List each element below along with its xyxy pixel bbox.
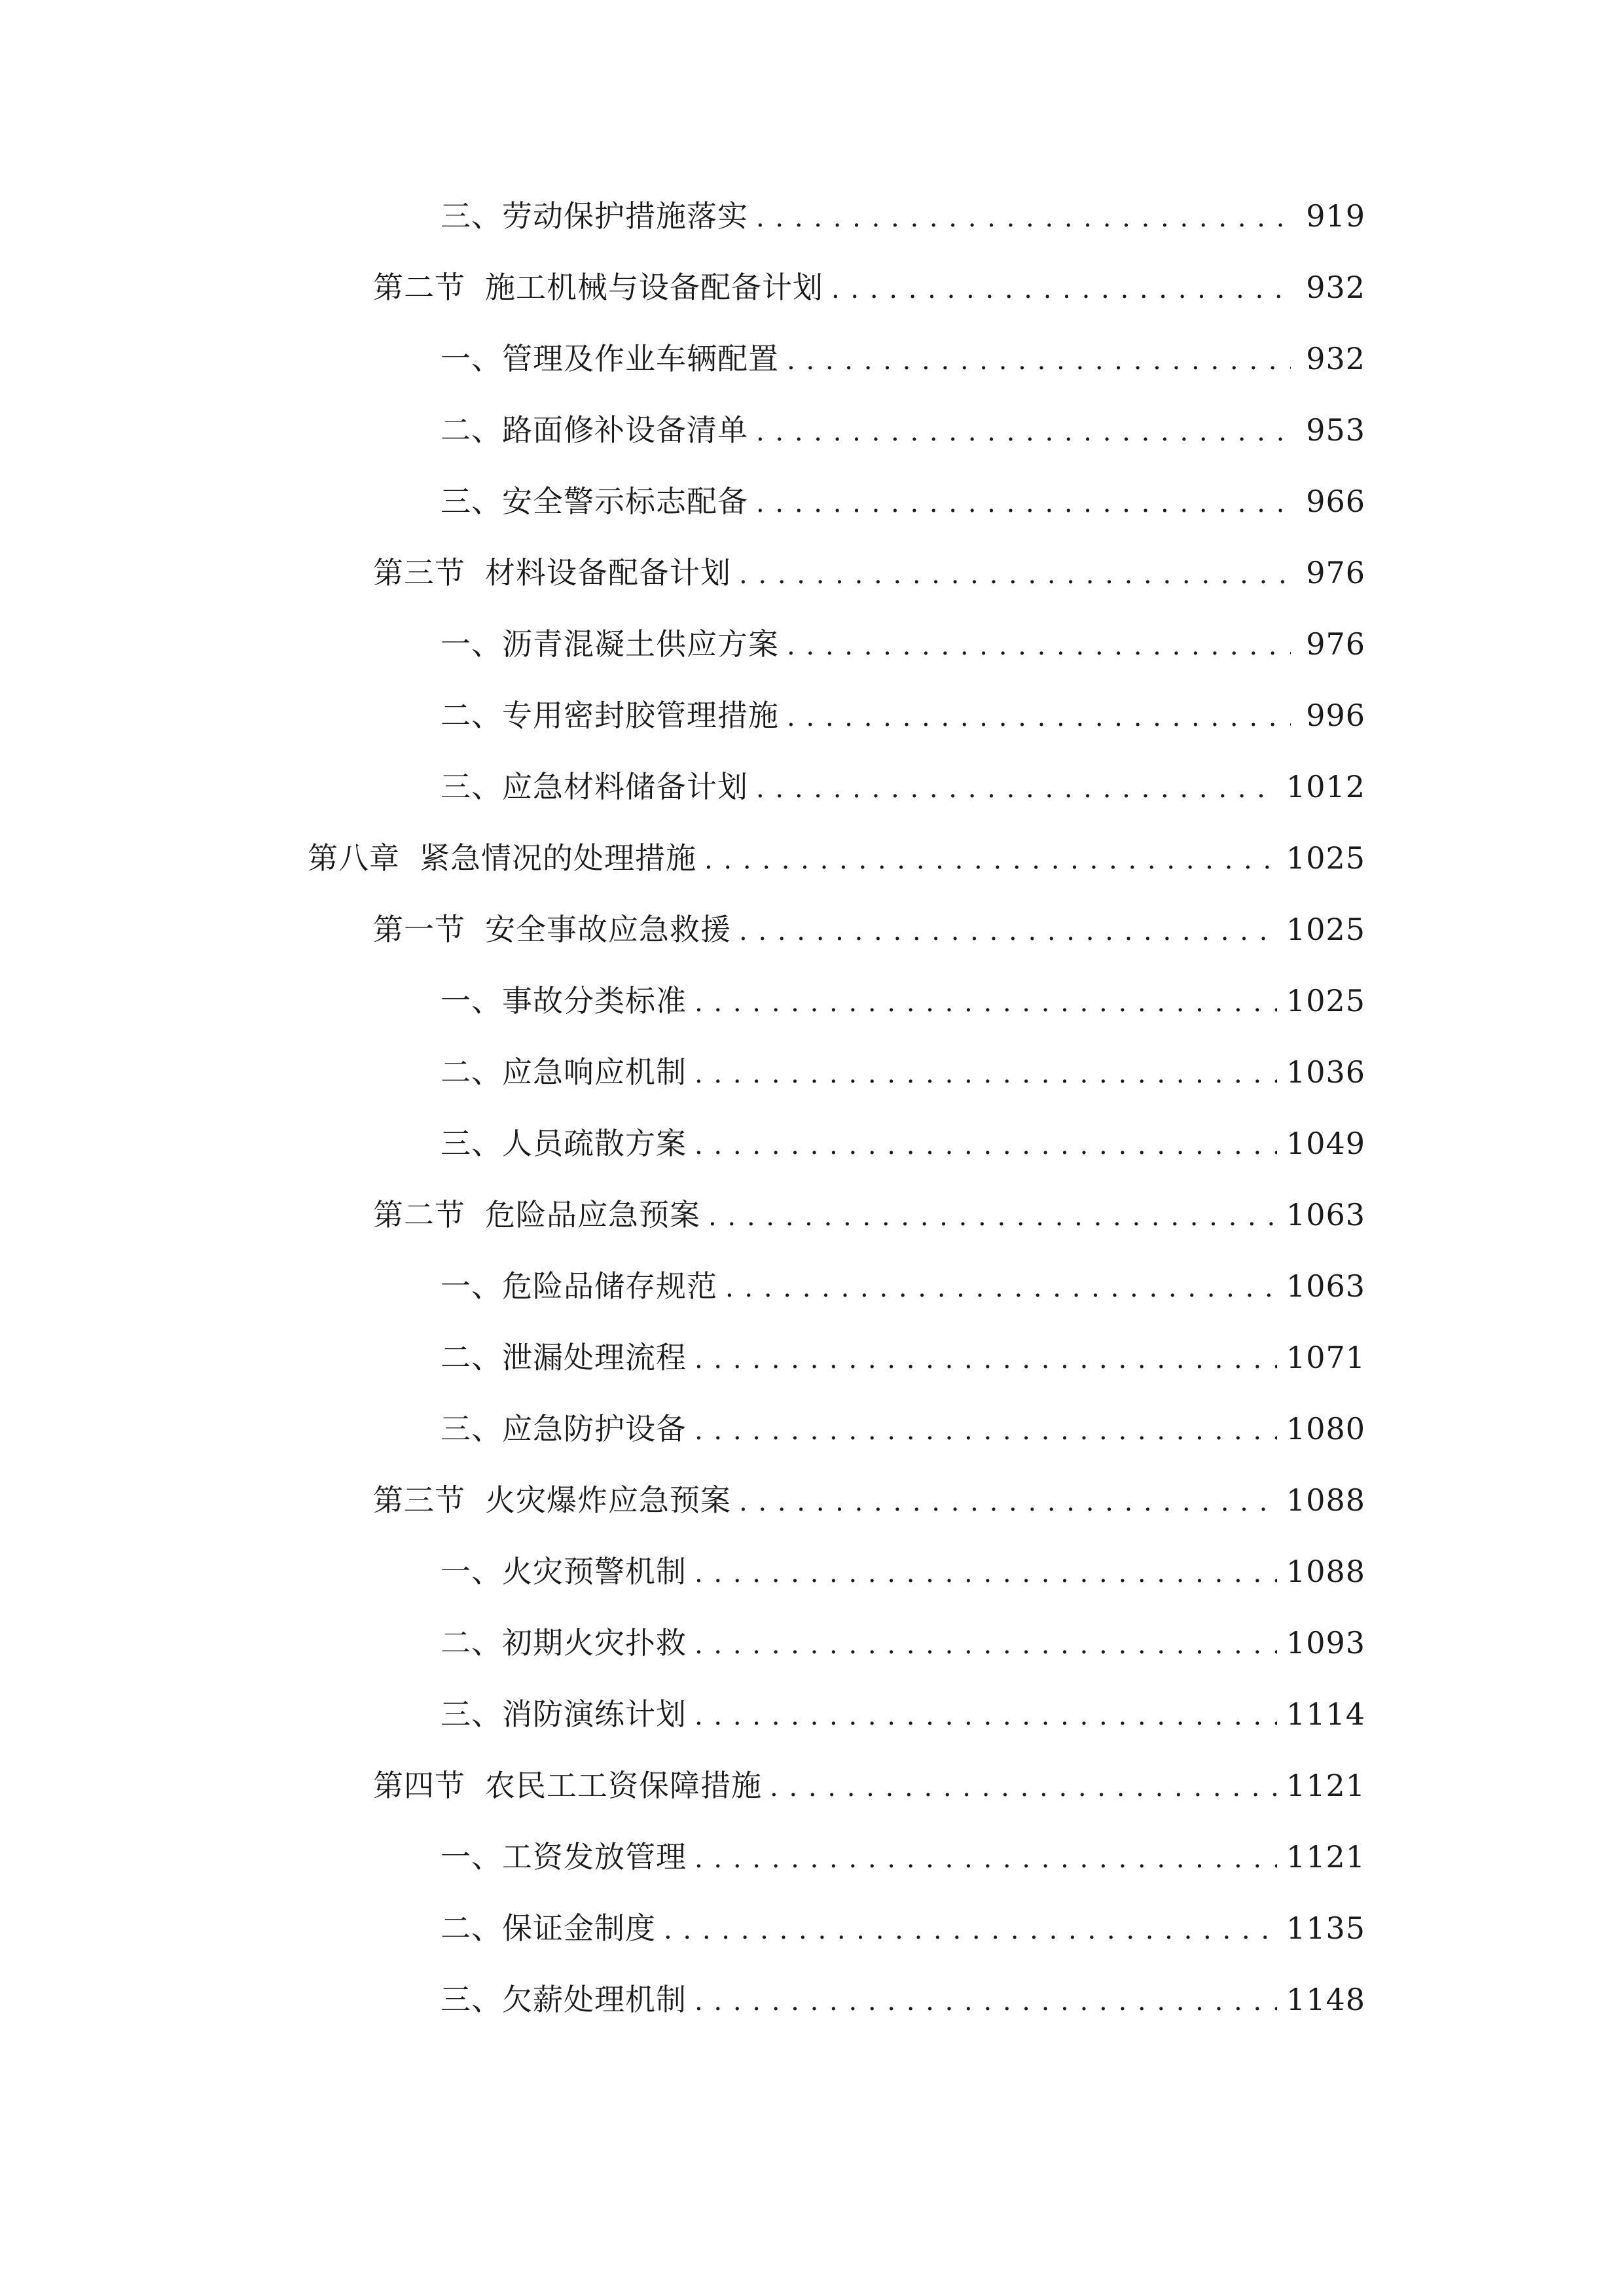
toc-entry[interactable] bbox=[308, 829, 1624, 900]
toc-entry[interactable] bbox=[441, 1043, 1624, 1114]
toc-entry-title: 农民工工资保障措施 bbox=[485, 1768, 762, 1803]
toc-dot-leader bbox=[664, 1901, 1277, 1960]
toc-entry[interactable] bbox=[373, 543, 1624, 615]
toc-dot-leader bbox=[787, 688, 1291, 747]
toc-entry-number: 二、 bbox=[441, 1340, 502, 1375]
toc-dot-leader bbox=[756, 474, 1291, 533]
toc-dot-leader bbox=[708, 1187, 1277, 1246]
toc-entry-title: 施工机械与设备配备计划 bbox=[485, 270, 823, 305]
toc-entry-page-number: 976 bbox=[1306, 555, 1365, 590]
toc-entry-page-number: 1121 bbox=[1286, 1768, 1365, 1803]
toc-entry-page-number: 1025 bbox=[1286, 912, 1365, 947]
toc-dot-leader bbox=[831, 260, 1291, 319]
toc-entry-number: 三、 bbox=[441, 769, 502, 804]
toc-entry-title: 火灾预警机制 bbox=[502, 1554, 687, 1589]
toc-entry-title: 危险品储存规范 bbox=[502, 1268, 717, 1304]
toc-dot-leader bbox=[739, 902, 1277, 961]
toc-entry[interactable] bbox=[441, 1328, 1624, 1399]
toc-dot-leader bbox=[695, 973, 1277, 1032]
toc-entry-page-number: 1071 bbox=[1286, 1340, 1365, 1375]
toc-entry-page-number: 966 bbox=[1306, 484, 1365, 519]
toc-entry-title: 火灾爆炸应急预案 bbox=[485, 1482, 731, 1518]
toc-entry[interactable] bbox=[441, 1542, 1624, 1613]
toc-entry-title: 紧急情况的处理措施 bbox=[420, 840, 696, 876]
toc-entry-page-number: 1148 bbox=[1286, 1982, 1365, 2017]
toc-entry-number: 三、 bbox=[441, 1982, 502, 2017]
toc-entry-page-number: 1114 bbox=[1286, 1696, 1365, 1732]
toc-entry-page-number: 1135 bbox=[1286, 1910, 1365, 1946]
toc-dot-leader bbox=[695, 1330, 1277, 1389]
toc-entry-page-number: 1025 bbox=[1286, 840, 1365, 876]
toc-dot-leader bbox=[695, 1116, 1277, 1175]
toc-entry[interactable] bbox=[441, 1257, 1624, 1328]
toc-entry-title: 安全警示标志配备 bbox=[502, 484, 748, 519]
toc-entry-page-number: 976 bbox=[1306, 626, 1365, 662]
toc-entry[interactable] bbox=[441, 401, 1624, 472]
toc-dot-leader bbox=[695, 1045, 1277, 1103]
toc-dot-leader bbox=[695, 1829, 1277, 1888]
toc-entry-number: 二、 bbox=[441, 1625, 502, 1660]
toc-entry-number: 一、 bbox=[441, 1268, 502, 1304]
toc-entry[interactable] bbox=[373, 1471, 1624, 1542]
toc-entry-number: 第二节 bbox=[373, 270, 465, 305]
toc-entry-title: 沥青混凝土供应方案 bbox=[502, 626, 779, 662]
toc-entry-page-number: 919 bbox=[1306, 198, 1365, 234]
toc-dot-leader bbox=[695, 1544, 1277, 1603]
toc-entry-title: 人员疏散方案 bbox=[502, 1126, 687, 1161]
toc-dot-leader bbox=[739, 1473, 1277, 1532]
toc-entry[interactable] bbox=[373, 900, 1624, 971]
toc-entry-number: 一、 bbox=[441, 626, 502, 662]
toc-entry-title: 专用密封胶管理措施 bbox=[502, 698, 779, 733]
toc-entry-page-number: 1063 bbox=[1286, 1268, 1365, 1304]
toc-dot-leader bbox=[756, 403, 1291, 461]
toc-dot-leader bbox=[787, 617, 1291, 675]
toc-entry[interactable] bbox=[373, 258, 1624, 329]
toc-entry-title: 应急材料储备计划 bbox=[502, 769, 748, 804]
toc-entry-page-number: 1012 bbox=[1286, 769, 1365, 804]
toc-entry-number: 一、 bbox=[441, 1839, 502, 1874]
toc-entry[interactable] bbox=[441, 1114, 1624, 1185]
toc-entry[interactable] bbox=[441, 472, 1624, 543]
toc-dot-leader bbox=[695, 1615, 1277, 1674]
toc-entry-title: 保证金制度 bbox=[502, 1910, 656, 1946]
toc-entry-number: 第三节 bbox=[373, 1482, 465, 1518]
toc-entry-number: 二、 bbox=[441, 698, 502, 733]
toc-entry-page-number: 1121 bbox=[1286, 1839, 1365, 1874]
toc-dot-leader bbox=[770, 1758, 1277, 1817]
toc-entry[interactable] bbox=[441, 615, 1624, 686]
toc-entry-number: 三、 bbox=[441, 1696, 502, 1732]
toc-entry-title: 应急防护设备 bbox=[502, 1411, 687, 1446]
toc-entry-number: 第二节 bbox=[373, 1197, 465, 1232]
toc-entry-number: 第四节 bbox=[373, 1768, 465, 1803]
toc-entry-page-number: 932 bbox=[1306, 270, 1365, 305]
toc-entry-page-number: 1093 bbox=[1286, 1625, 1365, 1660]
toc-entry-title: 材料设备配备计划 bbox=[485, 555, 731, 590]
toc-entry-number: 二、 bbox=[441, 412, 502, 448]
toc-entry-title: 劳动保护措施落实 bbox=[502, 198, 748, 234]
toc-entry[interactable] bbox=[441, 1399, 1624, 1471]
toc-entry[interactable] bbox=[441, 329, 1624, 401]
toc-entry[interactable] bbox=[441, 971, 1624, 1043]
toc-entry-number: 三、 bbox=[441, 1126, 502, 1161]
toc-entry-number: 一、 bbox=[441, 983, 502, 1018]
toc-entry-page-number: 1088 bbox=[1286, 1554, 1365, 1589]
toc-dot-leader bbox=[695, 1972, 1277, 2031]
toc-entry-page-number: 1080 bbox=[1286, 1411, 1365, 1446]
toc-entry[interactable] bbox=[373, 1185, 1624, 1257]
toc-entry-number: 一、 bbox=[441, 1554, 502, 1589]
toc-entry[interactable] bbox=[441, 686, 1624, 757]
toc-entry-page-number: 932 bbox=[1306, 341, 1365, 376]
toc-entry-title: 欠薪处理机制 bbox=[502, 1982, 687, 2017]
toc-entry-number: 第一节 bbox=[373, 912, 465, 947]
toc-entry-page-number: 996 bbox=[1306, 698, 1365, 733]
toc-entry-page-number: 1025 bbox=[1286, 983, 1365, 1018]
toc-entry[interactable] bbox=[441, 1613, 1624, 1685]
toc-entry[interactable] bbox=[441, 187, 1624, 258]
toc-entry-page-number: 1063 bbox=[1286, 1197, 1365, 1232]
toc-entry-number: 第八章 bbox=[308, 840, 400, 876]
toc-entry-page-number: 1036 bbox=[1286, 1054, 1365, 1090]
toc-entry-number: 二、 bbox=[441, 1910, 502, 1946]
toc-entry-title: 初期火灾扑救 bbox=[502, 1625, 687, 1660]
toc-entry[interactable] bbox=[373, 1756, 1624, 1827]
toc-entry-number: 三、 bbox=[441, 484, 502, 519]
toc-entry-number: 二、 bbox=[441, 1054, 502, 1090]
table-of-contents bbox=[0, 187, 1624, 2041]
toc-dot-leader bbox=[695, 1687, 1277, 1746]
toc-entry-page-number: 953 bbox=[1306, 412, 1365, 448]
toc-entry-title: 管理及作业车辆配置 bbox=[502, 341, 779, 376]
toc-entry-title: 工资发放管理 bbox=[502, 1839, 687, 1874]
toc-entry-title: 事故分类标准 bbox=[502, 983, 687, 1018]
toc-entry-number: 三、 bbox=[441, 198, 502, 234]
toc-dot-leader bbox=[756, 759, 1277, 818]
toc-entry-title: 危险品应急预案 bbox=[485, 1197, 700, 1232]
toc-entry-number: 三、 bbox=[441, 1411, 502, 1446]
toc-dot-leader bbox=[725, 1259, 1277, 1318]
toc-entry-title: 消防演练计划 bbox=[502, 1696, 687, 1732]
toc-dot-leader bbox=[787, 331, 1291, 390]
toc-dot-leader bbox=[704, 831, 1277, 889]
toc-entry-page-number: 1088 bbox=[1286, 1482, 1365, 1518]
toc-entry[interactable] bbox=[441, 1827, 1624, 1899]
toc-entry-page-number: 1049 bbox=[1286, 1126, 1365, 1161]
toc-entry[interactable] bbox=[441, 757, 1624, 829]
toc-entry-title: 路面修补设备清单 bbox=[502, 412, 748, 448]
toc-entry[interactable] bbox=[441, 1970, 1624, 2041]
toc-entry-title: 安全事故应急救援 bbox=[485, 912, 731, 947]
toc-entry-number: 一、 bbox=[441, 341, 502, 376]
toc-entry-title: 应急响应机制 bbox=[502, 1054, 687, 1090]
toc-dot-leader bbox=[739, 545, 1291, 604]
toc-dot-leader bbox=[695, 1401, 1277, 1460]
toc-dot-leader bbox=[756, 188, 1291, 247]
toc-entry-title: 泄漏处理流程 bbox=[502, 1340, 687, 1375]
toc-entry-number: 第三节 bbox=[373, 555, 465, 590]
toc-entry[interactable] bbox=[441, 1899, 1624, 1970]
toc-entry[interactable] bbox=[441, 1685, 1624, 1756]
